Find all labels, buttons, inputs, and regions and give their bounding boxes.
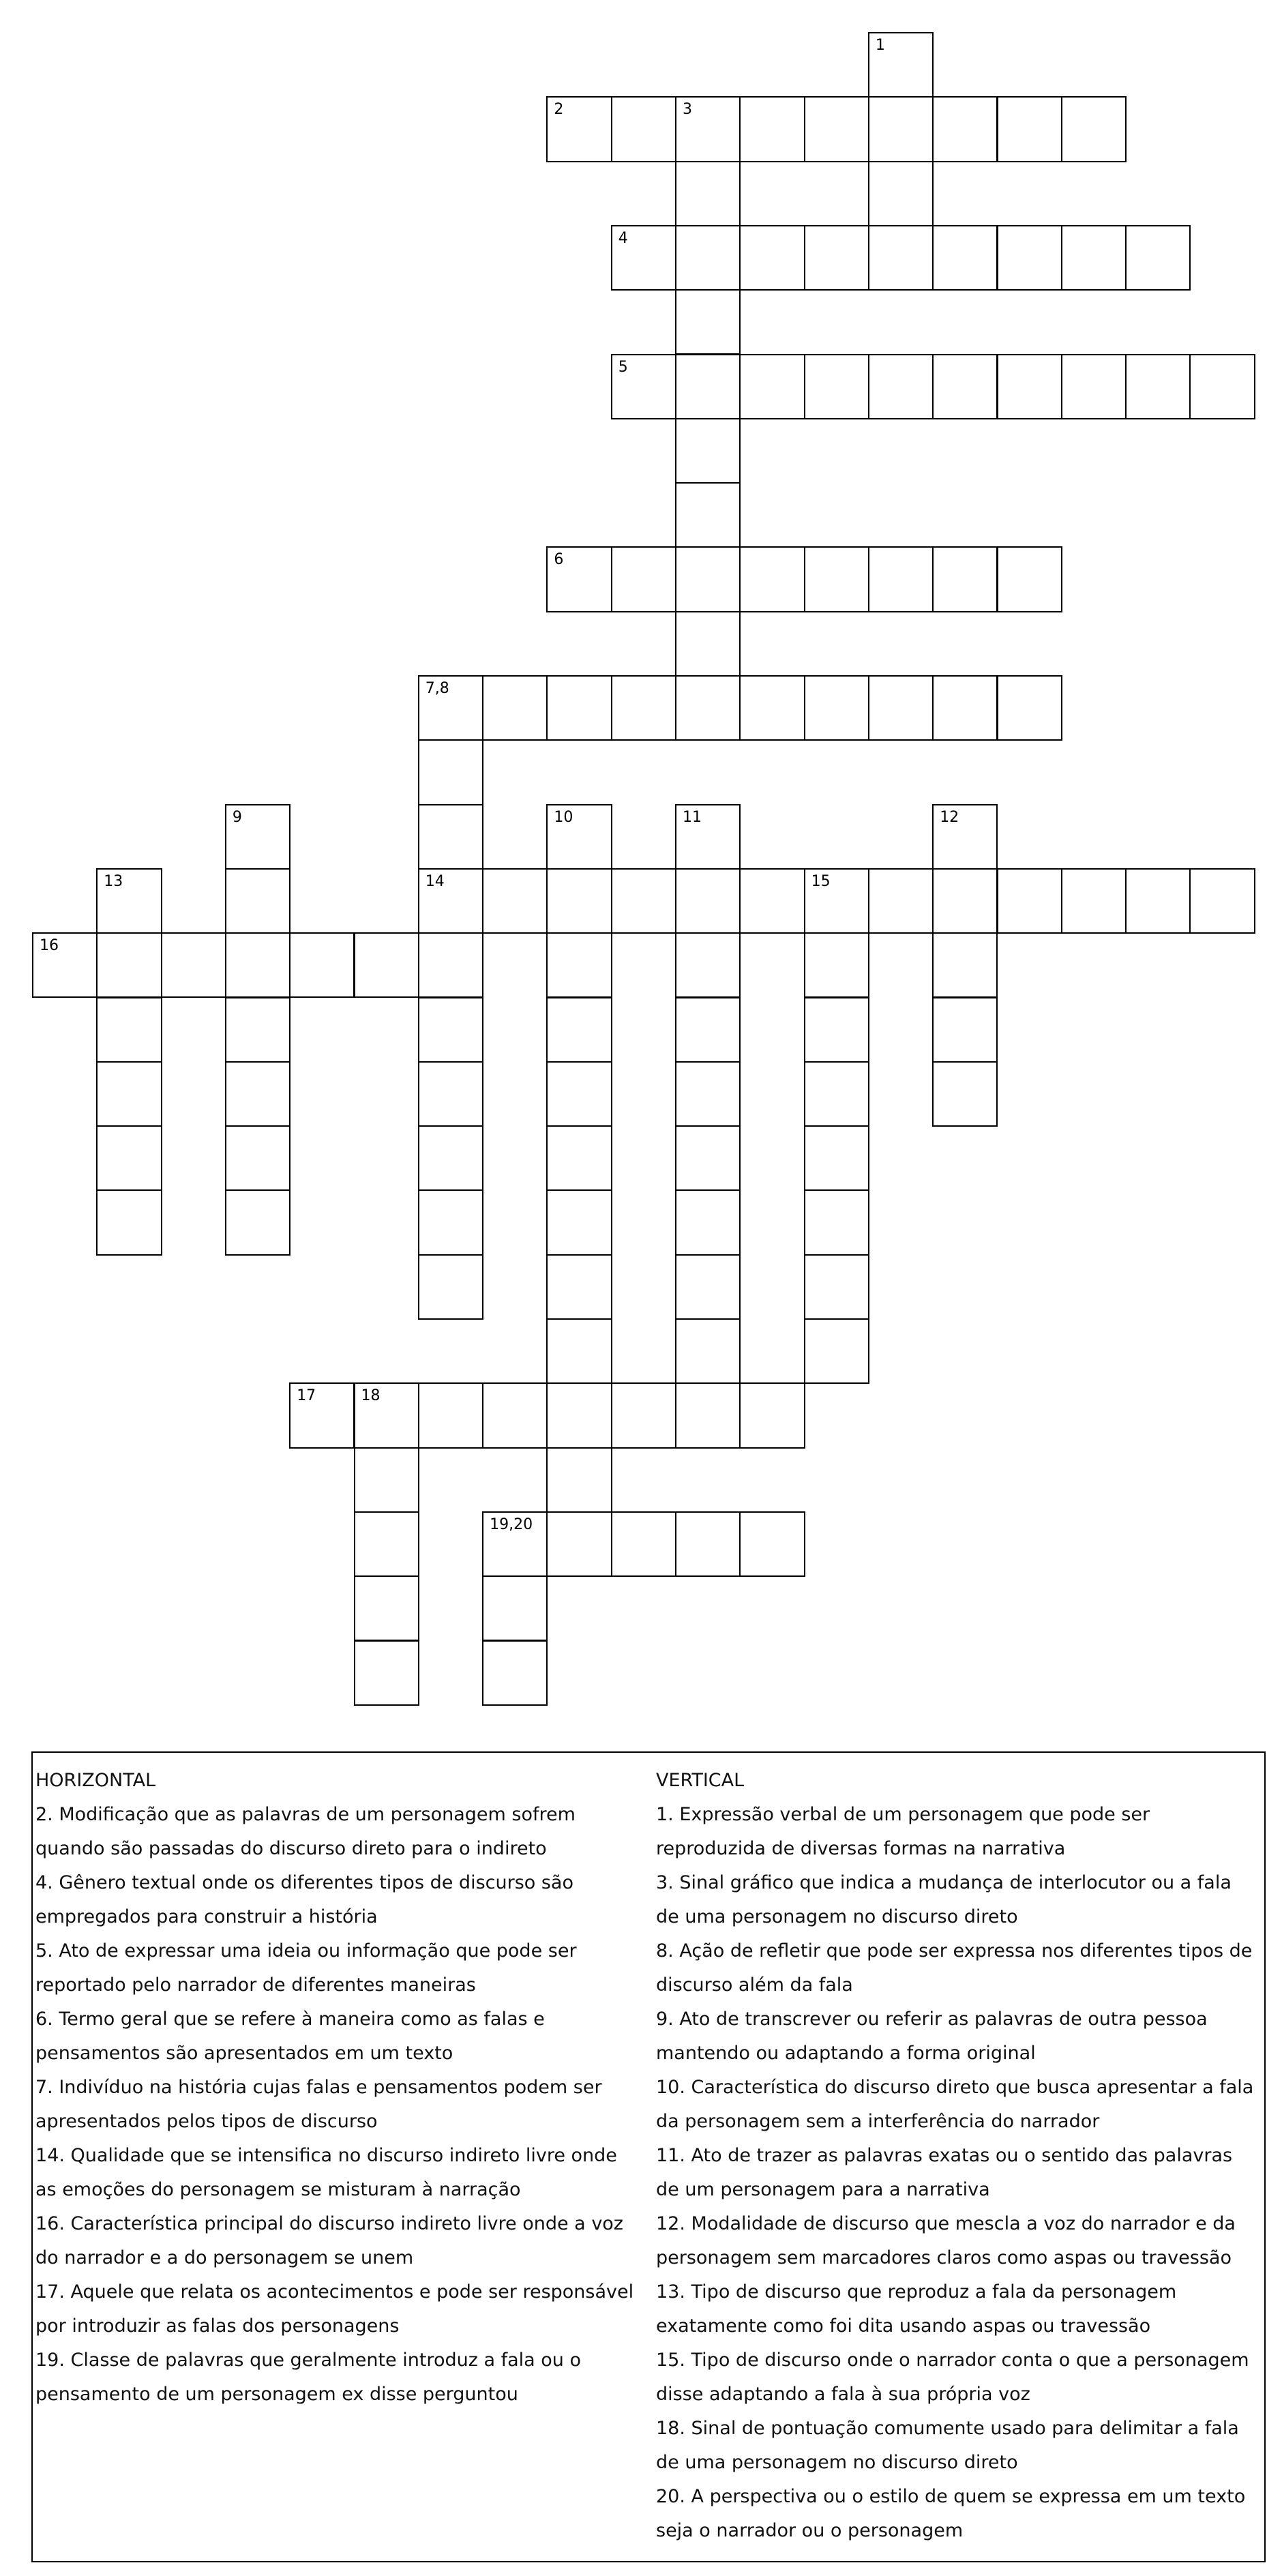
- crossword-cell[interactable]: [739, 546, 805, 612]
- clue-across-16: 16. Característica principal do discurso indireto livre onde a voz do narrador e a do personagem se unem: [35, 2213, 623, 2268]
- crossword-cell[interactable]: [225, 804, 290, 870]
- crossword-cell[interactable]: [482, 1382, 548, 1448]
- crossword-cell[interactable]: [739, 354, 805, 419]
- crossword-cell[interactable]: [739, 675, 805, 741]
- crossword-cell[interactable]: [1125, 354, 1191, 419]
- crossword-cell[interactable]: [354, 1382, 419, 1448]
- crossword-cell[interactable]: [1061, 354, 1127, 419]
- crossword-cell[interactable]: [868, 868, 934, 934]
- crossword-cell[interactable]: [675, 1061, 741, 1127]
- crossword-cell[interactable]: [1189, 354, 1255, 419]
- clue-down-12: 12. Modalidade de discurso que mescla a voz do narrador e da personagem sem marcadores claros como aspas ou travessão: [656, 2213, 1236, 2268]
- crossword-cell[interactable]: [546, 96, 612, 162]
- clue-across-6: 6. Termo geral que se refere à maneira como as falas e pensamentos são apresentados em um texto: [35, 2009, 545, 2064]
- clue-across-7: 7. Indivíduo na história cujas falas e pensamentos podem ser apresentados pelos tipos de discurso: [35, 2077, 602, 2132]
- crossword-cell[interactable]: [225, 932, 290, 998]
- crossword-cell[interactable]: [675, 418, 741, 484]
- crossword-cell[interactable]: [546, 1382, 612, 1448]
- crossword-cell[interactable]: [932, 546, 998, 612]
- clue-number: 5: [618, 358, 628, 376]
- crossword-cell[interactable]: [932, 354, 998, 419]
- clue-across-14: 14. Qualidade que se intensifica no discurso indireto livre onde as emoções do personagem se misturam à narração: [35, 2145, 617, 2200]
- crossword-cell[interactable]: [418, 1254, 483, 1320]
- crossword-cell[interactable]: [739, 96, 805, 162]
- crossword-cell[interactable]: [611, 868, 676, 934]
- crossword-cell[interactable]: [675, 1125, 741, 1191]
- crossword-cell[interactable]: [932, 1061, 998, 1127]
- crossword-cell[interactable]: [418, 1125, 483, 1191]
- clue-across-5: 5. Ato de expressar uma ideia ou informação que pode ser reportado pelo narrador de diferentes maneiras: [35, 1940, 577, 1996]
- clue-down-8: 8. Ação de refletir que pode ser expressa nos diferentes tipos de discurso além da fala: [656, 1940, 1253, 1996]
- crossword-cell[interactable]: [482, 1575, 548, 1641]
- crossword-cell[interactable]: [418, 932, 483, 998]
- crossword-cell[interactable]: [96, 1061, 162, 1127]
- clue-down-1: 1. Expressão verbal de um personagem que pode ser reproduzida de diversas formas na narrativa: [656, 1804, 1150, 1859]
- crossword-cell[interactable]: [932, 804, 998, 870]
- crossword-cell[interactable]: [804, 1189, 869, 1255]
- crossword-cell[interactable]: [611, 1511, 676, 1577]
- crossword-cell[interactable]: [418, 1382, 483, 1448]
- crossword-cell[interactable]: [804, 868, 869, 934]
- crossword-cell[interactable]: [675, 96, 741, 162]
- crossword-cell[interactable]: [1125, 868, 1191, 934]
- crossword-cell[interactable]: [418, 868, 483, 934]
- crossword-cell[interactable]: [932, 997, 998, 1063]
- crossword-cell[interactable]: [482, 1511, 548, 1577]
- crossword-cell[interactable]: [868, 675, 934, 741]
- crossword-cell[interactable]: [96, 1189, 162, 1255]
- crossword-cell[interactable]: [868, 354, 934, 419]
- crossword-cell[interactable]: [675, 546, 741, 612]
- crossword-cell[interactable]: [997, 546, 1062, 612]
- clue-down-15: 15. Tipo de discurso onde o narrador conta o que a personagem disse adaptando a fala à sua própria voz: [656, 2350, 1249, 2405]
- crossword-cell[interactable]: [675, 1382, 741, 1448]
- crossword-cell[interactable]: [161, 932, 226, 998]
- crossword-cell[interactable]: [997, 675, 1062, 741]
- clue-across-2: 2. Modificação que as palavras de um personagem sofrem quando são passadas do discurso direto para o indireto: [35, 1804, 576, 1859]
- crossword-cell[interactable]: [418, 675, 483, 741]
- crossword-cell[interactable]: [96, 1125, 162, 1191]
- crossword-cell[interactable]: [868, 546, 934, 612]
- clue-number: 11: [683, 808, 702, 826]
- crossword-cell[interactable]: [675, 932, 741, 998]
- crossword-cell[interactable]: [739, 1511, 805, 1577]
- clue-down-11: 11. Ato de trazer as palavras exatas ou o sentido das palavras de um personagem para a narrativa: [656, 2145, 1233, 2200]
- crossword-cell[interactable]: [932, 868, 998, 934]
- crossword-cell[interactable]: [868, 161, 934, 226]
- crossword-cell[interactable]: [675, 289, 741, 355]
- crossword-cell[interactable]: [675, 1254, 741, 1320]
- crossword-cell[interactable]: [354, 1447, 419, 1513]
- horizontal-clues: [35, 1764, 639, 2412]
- crossword-cell[interactable]: [997, 225, 1062, 291]
- clues-box: [31, 1751, 1266, 2562]
- crossword-cell[interactable]: [675, 1511, 741, 1577]
- crossword-cell[interactable]: [804, 96, 869, 162]
- crossword-cell[interactable]: [739, 225, 805, 291]
- crossword-cell[interactable]: [932, 225, 998, 291]
- crossword-cell[interactable]: [225, 868, 290, 934]
- clue-number: 19,20: [490, 1515, 533, 1533]
- crossword-cell[interactable]: [1061, 868, 1127, 934]
- crossword-cell[interactable]: [804, 1061, 869, 1127]
- crossword-cell[interactable]: [546, 1061, 612, 1127]
- crossword-cell[interactable]: [868, 32, 934, 98]
- crossword-cell[interactable]: [611, 546, 676, 612]
- crossword-cell[interactable]: [96, 932, 162, 998]
- clue-down-10: 10. Característica do discurso direto que busca apresentar a fala da personagem sem a interferência do narrador: [656, 2077, 1254, 2132]
- clue-number: 7,8: [425, 680, 449, 697]
- clue-down-3: 3. Sinal gráfico que indica a mudança de interlocutor ou a fala de uma personagem no discurso direto: [656, 1872, 1232, 1927]
- crossword-cell[interactable]: [675, 1318, 741, 1384]
- crossword-cell[interactable]: [546, 804, 612, 870]
- crossword-cell[interactable]: [354, 1575, 419, 1641]
- crossword-cell[interactable]: [418, 804, 483, 870]
- crossword-cell[interactable]: [868, 225, 934, 291]
- crossword-cell[interactable]: [932, 675, 998, 741]
- crossword-cell[interactable]: [225, 1061, 290, 1127]
- crossword-cell[interactable]: [225, 1125, 290, 1191]
- crossword-cell[interactable]: [997, 96, 1062, 162]
- crossword-cell[interactable]: [804, 932, 869, 998]
- crossword-cell[interactable]: [675, 482, 741, 548]
- crossword-cell[interactable]: [804, 354, 869, 419]
- crossword-cell[interactable]: [804, 1254, 869, 1320]
- crossword-cell[interactable]: [225, 1189, 290, 1255]
- clue-number: 3: [683, 101, 692, 119]
- crossword-cell[interactable]: [546, 1189, 612, 1255]
- clue-number: 16: [40, 937, 59, 955]
- crossword-cell[interactable]: [546, 546, 612, 612]
- crossword-cell[interactable]: [611, 96, 676, 162]
- clue-number: 13: [104, 872, 123, 890]
- crossword-cell[interactable]: [354, 1640, 419, 1706]
- crossword-cell[interactable]: [932, 96, 998, 162]
- vertical-clues: [656, 1764, 1259, 2548]
- crossword-cell[interactable]: [739, 868, 805, 934]
- crossword-cell[interactable]: [804, 675, 869, 741]
- crossword-cell[interactable]: [997, 354, 1062, 419]
- crossword-cell[interactable]: [546, 1447, 612, 1513]
- crossword-cell[interactable]: [482, 1640, 548, 1706]
- crossword-cell[interactable]: [739, 1382, 805, 1448]
- crossword-cell[interactable]: [354, 932, 419, 998]
- crossword-cell[interactable]: [289, 1382, 355, 1448]
- clue-number: 10: [554, 808, 573, 826]
- clue-number: 12: [940, 808, 959, 826]
- crossword-cell[interactable]: [932, 932, 998, 998]
- crossword-cell[interactable]: [546, 675, 612, 741]
- crossword-cell[interactable]: [418, 1189, 483, 1255]
- crossword-cell[interactable]: [1061, 96, 1127, 162]
- clue-number: 2: [554, 101, 564, 119]
- crossword-cell[interactable]: [546, 1125, 612, 1191]
- clue-down-9: 9. Ato de transcrever ou referir as palavras de outra pessoa mantendo ou adaptando a forma original: [656, 2009, 1208, 2064]
- crossword-cell[interactable]: [675, 161, 741, 226]
- clue-across-17: 17. Aquele que relata os acontecimentos e pode ser responsável por introduzir as falas dos personagens: [35, 2281, 634, 2337]
- crossword-cell[interactable]: [32, 932, 98, 998]
- crossword-cell[interactable]: [675, 997, 741, 1063]
- crossword-cell[interactable]: [289, 932, 355, 998]
- crossword-cell[interactable]: [1061, 225, 1127, 291]
- crossword-cell[interactable]: [675, 675, 741, 741]
- crossword-cell[interactable]: [611, 225, 676, 291]
- clue-number: 17: [297, 1387, 316, 1405]
- crossword-cell[interactable]: [675, 868, 741, 934]
- clue-across-4: 4. Gênero textual onde os diferentes tipos de discurso são empregados para construir a história: [35, 1872, 573, 1927]
- clue-number: 14: [425, 872, 445, 890]
- crossword-cell[interactable]: [868, 96, 934, 162]
- crossword-cell[interactable]: [1189, 868, 1255, 934]
- crossword-cell[interactable]: [804, 1125, 869, 1191]
- crossword-cell[interactable]: [418, 739, 483, 805]
- crossword-cell[interactable]: [675, 804, 741, 870]
- crossword-cell[interactable]: [804, 546, 869, 612]
- crossword-cell[interactable]: [804, 1318, 869, 1384]
- horizontal-title: HORIZONTAL: [35, 1770, 156, 1791]
- crossword-cell[interactable]: [804, 225, 869, 291]
- clue-across-19: 19. Classe de palavras que geralmente introduz a fala ou o pensamento de um personagem ex disse perguntou: [35, 2350, 582, 2405]
- clue-number: 6: [554, 551, 564, 569]
- clue-number: 15: [811, 872, 831, 890]
- crossword-cell[interactable]: [546, 997, 612, 1063]
- crossword-cell[interactable]: [675, 354, 741, 419]
- crossword-cell[interactable]: [546, 932, 612, 998]
- crossword-cell[interactable]: [546, 868, 612, 934]
- crossword-cell[interactable]: [675, 611, 741, 677]
- clue-number: 1: [875, 37, 885, 54]
- crossword-cell[interactable]: [611, 675, 676, 741]
- crossword-cell[interactable]: [611, 354, 676, 419]
- clue-number: 18: [361, 1387, 381, 1405]
- crossword-cell[interactable]: [225, 997, 290, 1063]
- crossword-cell[interactable]: [675, 225, 741, 291]
- crossword-cell[interactable]: [418, 1061, 483, 1127]
- crossword-cell[interactable]: [611, 1382, 676, 1448]
- crossword-cell[interactable]: [96, 997, 162, 1063]
- clue-number: 4: [618, 229, 628, 247]
- vertical-title: VERTICAL: [656, 1770, 745, 1791]
- crossword-cell[interactable]: [546, 1511, 612, 1577]
- crossword-cell[interactable]: [997, 868, 1062, 934]
- crossword-cell[interactable]: [96, 868, 162, 934]
- clue-down-13: 13. Tipo de discurso que reproduz a fala da personagem exatamente como foi dita usando aspas ou travessão: [656, 2281, 1177, 2337]
- crossword-cell[interactable]: [1125, 225, 1191, 291]
- crossword-cell[interactable]: [546, 1318, 612, 1384]
- crossword-cell[interactable]: [418, 997, 483, 1063]
- clue-number: 9: [232, 808, 242, 826]
- crossword-cell[interactable]: [482, 868, 548, 934]
- clue-down-20: 20. A perspectiva ou o estilo de quem se expressa em um texto seja o narrador ou o personagem: [656, 2486, 1246, 2541]
- crossword-cell[interactable]: [675, 1189, 741, 1255]
- crossword-cell[interactable]: [482, 675, 548, 741]
- crossword-cell[interactable]: [546, 1254, 612, 1320]
- clue-down-18: 18. Sinal de pontuação comumente usado para delimitar a fala de uma personagem no discurso direto: [656, 2418, 1239, 2473]
- crossword-cell[interactable]: [804, 997, 869, 1063]
- crossword-cell[interactable]: [354, 1511, 419, 1577]
